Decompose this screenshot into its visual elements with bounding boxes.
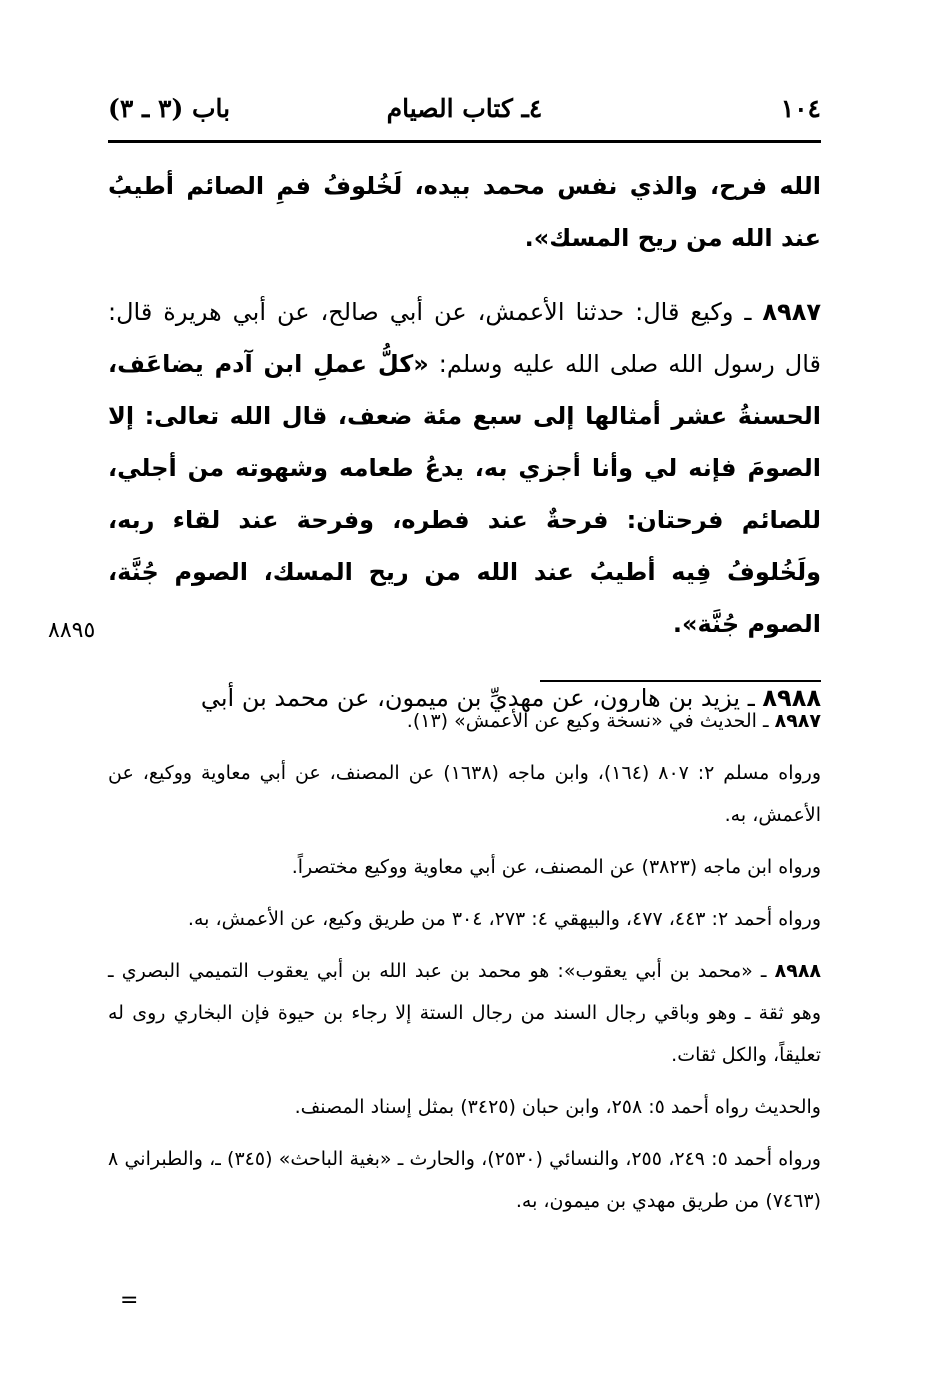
footnote-text: والحديث رواه أحمد ٥: ٢٥٨، وابن حبان (٣٤٢٥) بمثل إسناد المصنف. bbox=[294, 1096, 821, 1118]
hadith-number: ٨٩٨٨ bbox=[762, 684, 821, 712]
footnote-number: ٨٩٨٧ bbox=[774, 710, 821, 732]
margin-number: ٨٨٩٥ bbox=[48, 618, 96, 643]
footnote bbox=[108, 898, 821, 940]
page-number: ١٠٤ bbox=[780, 94, 821, 123]
page-header bbox=[108, 88, 821, 132]
footnote-number: ٨٩٨٨ bbox=[774, 960, 822, 982]
footnote bbox=[108, 1086, 821, 1128]
footnote-text: ـ «محمد بن أبي يعقوب»: هو محمد بن عبد الله بن أبي يعقوب التميمي البصري ـ وهو ثقة ـ وهو وباقي رجال السند من رجال الستة إلا رجاء بن حيوة فإن البخاري روى له تعليقاً، والكل ثقات. bbox=[108, 960, 821, 1066]
book-title: ٤ـ كتاب الصيام bbox=[386, 94, 543, 123]
hadith-text: ـ يزيد بن هارون، عن مهديِّ بن ميمون، عن محمد بن أبي bbox=[200, 684, 755, 712]
footnote bbox=[108, 700, 821, 742]
hadith-number: ٨٩٨٧ bbox=[762, 298, 821, 326]
footnote-divider bbox=[540, 680, 821, 682]
footnote-text: ورواه مسلم ٢: ٨٠٧ (١٦٤)، وابن ماجه (١٦٣٨) عن المصنف، عن أبي معاوية ووكيع، عن الأعمش، به. bbox=[108, 762, 822, 826]
footnote-text: ورواه أحمد ٥: ٢٤٩، ٢٥٥، والنسائي (٢٥٣٠)، والحارث ـ «بغية الباحث» (٣٤٥) ـ، والطبراني ٨ (٧٤٦٣) من طريق مهدي بن ميمون، به. bbox=[108, 1148, 821, 1212]
hadith-isnad: ـ وكيع قال: حدثنا الأعمش، عن أبي صالح، عن أبي هريرة قال: قال رسول الله صلى الله عليه وسلم: bbox=[108, 298, 821, 378]
main-text bbox=[108, 160, 821, 724]
footnote-text: ورواه ابن ماجه (٣٨٢٣) عن المصنف، عن أبي معاوية ووكيع مختصراً. bbox=[291, 856, 821, 878]
footnotes bbox=[108, 700, 821, 1232]
chapter-label: باب (٣ ـ ٣) bbox=[108, 94, 231, 123]
header-divider bbox=[108, 140, 821, 143]
footnote-text: ـ الحديث في «نسخة وكيع عن الأعمش» (١٣). bbox=[406, 710, 769, 732]
hadith-8987 bbox=[108, 286, 821, 650]
continuation-mark: = bbox=[120, 1288, 139, 1313]
hadith-matn: «كلُّ عملِ ابن آدم يضاعَف، الحسنةُ عشر أمثالها إلى سبع مئة ضعف، قال الله تعالى: إلا الصومَ فإنه لي وأنا أجزي به، يدعُ طعامه وشهوته من أجلي، للصائم فرحتان: فرحةٌ عند فطره، وفرحة عند لقاء ربه، ولَخُلوفُ فِيه أطيبُ عند الله من ريح المسك، الصوم جُنَّة، الصوم جُنَّة». bbox=[108, 350, 821, 638]
footnote bbox=[108, 752, 821, 836]
footnote bbox=[108, 950, 821, 1076]
footnote bbox=[108, 846, 821, 888]
footnote bbox=[108, 1138, 821, 1222]
footnote-text: ورواه أحمد ٢: ٤٤٣، ٤٧٧، والبيهقي ٤: ٢٧٣، ٣٠٤ من طريق وكيع، عن الأعمش، به. bbox=[187, 908, 821, 930]
continued-hadith-text: الله فرح، والذي نفس محمد بيده، لَخُلوفُ فمِ الصائم أطيبُ عند الله من ريح المسك». bbox=[108, 172, 821, 252]
